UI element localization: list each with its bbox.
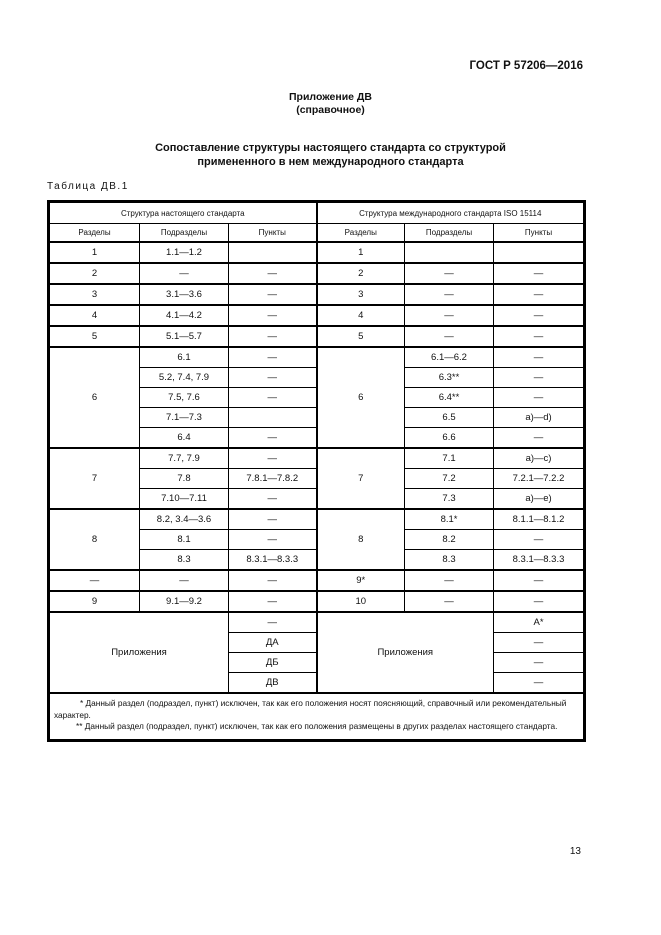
cell-left-section: 3 — [50, 284, 140, 305]
cell-left-points: — — [229, 284, 317, 305]
cell-right-appendix: — — [494, 673, 584, 694]
table-notes-row — [50, 693, 584, 739]
cell-left-section: 4 — [50, 305, 140, 326]
cell-left-points — [229, 408, 317, 428]
cell-right-points: — — [494, 263, 584, 284]
cell-right-subsection: 7.1 — [405, 448, 494, 469]
appendix-heading — [0, 91, 661, 117]
cell-left-subsection: — — [140, 570, 229, 591]
group-header-international: Структура международного стандарта ISO 15114 — [317, 203, 584, 224]
table-row — [50, 448, 584, 469]
cell-left-points: 7.8.1—7.8.2 — [229, 469, 317, 489]
cell-left-points: — — [229, 347, 317, 368]
appendix-type: (справочное) — [296, 104, 365, 116]
cell-right-subsection: — — [405, 284, 494, 305]
cell-left-subsection: 7.7, 7.9 — [140, 448, 229, 469]
cell-left-appendices-label: Приложения — [50, 612, 229, 693]
cell-right-appendix: — — [494, 653, 584, 673]
cell-right-points: a)—e) — [494, 489, 584, 510]
cell-right-points — [494, 242, 584, 263]
cell-left-subsection: 5.2, 7.4, 7.9 — [140, 368, 229, 388]
cell-left-subsection: 8.3 — [140, 550, 229, 571]
cell-left-section: 6 — [50, 347, 140, 448]
cell-right-points: a)—c) — [494, 448, 584, 469]
cell-left-subsection: 3.1—3.6 — [140, 284, 229, 305]
table-row — [50, 305, 584, 326]
cell-right-subsection: 8.1* — [405, 509, 494, 530]
cell-left-subsection: 9.1—9.2 — [140, 591, 229, 612]
cell-left-subsection: 1.1—1.2 — [140, 242, 229, 263]
cell-left-points: — — [229, 448, 317, 469]
cell-right-section: 8 — [317, 509, 405, 570]
cell-right-appendices-label: Приложения — [317, 612, 494, 693]
cell-left-section: 8 — [50, 509, 140, 570]
cell-left-subsection: 6.4 — [140, 428, 229, 449]
table-row — [50, 263, 584, 284]
cell-left-subsection: — — [140, 263, 229, 284]
cell-right-subsection: 8.3 — [405, 550, 494, 571]
cell-left-section: 1 — [50, 242, 140, 263]
cell-right-section: 4 — [317, 305, 405, 326]
cell-right-section: 5 — [317, 326, 405, 347]
cell-left-points: — — [229, 326, 317, 347]
table-row — [50, 591, 584, 612]
cell-right-subsection: — — [405, 570, 494, 591]
cell-left-points: — — [229, 263, 317, 284]
cell-left-subsection: 7.10—7.11 — [140, 489, 229, 510]
cell-right-subsection: 6.5 — [405, 408, 494, 428]
cell-right-subsection: 6.4** — [405, 388, 494, 408]
table-row — [50, 284, 584, 305]
cell-left-appendix: ДА — [229, 633, 317, 653]
table-row — [50, 570, 584, 591]
cell-right-points: — — [494, 388, 584, 408]
cell-right-section: 7 — [317, 448, 405, 509]
document-code: ГОСТ Р 57206—2016 — [469, 60, 583, 72]
cell-left-appendix: ДВ — [229, 673, 317, 694]
cell-left-points: 8.3.1—8.3.3 — [229, 550, 317, 571]
page-number: 13 — [569, 846, 581, 857]
cell-right-points: — — [494, 428, 584, 449]
cell-left-subsection: 8.1 — [140, 530, 229, 550]
cell-right-points: — — [494, 368, 584, 388]
cell-right-section: 2 — [317, 263, 405, 284]
cell-left-points: — — [229, 368, 317, 388]
cell-left-points: — — [229, 591, 317, 612]
table-row — [50, 242, 584, 263]
cell-right-subsection — [405, 242, 494, 263]
table-row — [50, 326, 584, 347]
cell-right-points: — — [494, 530, 584, 550]
cell-right-points: 8.3.1—8.3.3 — [494, 550, 584, 571]
cell-right-section: 1 — [317, 242, 405, 263]
cell-right-points: — — [494, 347, 584, 368]
cell-right-subsection: 7.3 — [405, 489, 494, 510]
cell-right-points: a)—d) — [494, 408, 584, 428]
cell-right-section: 3 — [317, 284, 405, 305]
cell-left-section: 2 — [50, 263, 140, 284]
cell-right-section: 9* — [317, 570, 405, 591]
cell-right-points: — — [494, 305, 584, 326]
cell-right-appendix: А* — [494, 612, 584, 633]
cell-right-subsection: 6.3** — [405, 368, 494, 388]
col-header-subsections: Подразделы — [140, 224, 229, 243]
cell-right-subsection: — — [405, 591, 494, 612]
title-line-2: примененного в нем международного стандарта — [197, 155, 464, 168]
cell-left-subsection: 7.5, 7.6 — [140, 388, 229, 408]
col-header-points: Пункты — [229, 224, 317, 243]
table-container — [47, 200, 586, 747]
note-double-asterisk: ** Данный раздел (подраздел, пункт) исключен, так как его положения размещены в других разделах настоящего стандарта. — [76, 721, 558, 731]
table-row — [50, 509, 584, 530]
cell-left-subsection: 6.1 — [140, 347, 229, 368]
cell-left-points: — — [229, 509, 317, 530]
appendix-title: Приложение ДВ — [289, 91, 372, 103]
col-header-points: Пункты — [494, 224, 584, 243]
cell-left-subsection: 8.2, 3.4—3.6 — [140, 509, 229, 530]
table-caption: Таблица ДВ.1 — [47, 181, 129, 192]
cell-right-section: 10 — [317, 591, 405, 612]
cell-left-subsection: 5.1—5.7 — [140, 326, 229, 347]
title-line-1: Сопоставление структуры настоящего стандарта со структурой — [155, 142, 506, 154]
cell-right-subsection: 7.2 — [405, 469, 494, 489]
cell-right-appendix: — — [494, 633, 584, 653]
cell-right-subsection: — — [405, 263, 494, 284]
cell-right-subsection: 6.1—6.2 — [405, 347, 494, 368]
col-header-subsections: Подразделы — [405, 224, 494, 243]
cell-right-section: 6 — [317, 347, 405, 448]
col-header-sections: Разделы — [50, 224, 140, 243]
cell-left-points: — — [229, 489, 317, 510]
cell-right-points: 7.2.1—7.2.2 — [494, 469, 584, 489]
table-notes — [50, 693, 584, 739]
cell-right-points: — — [494, 326, 584, 347]
cell-left-section: 7 — [50, 448, 140, 509]
table-row — [50, 612, 584, 633]
cell-left-appendix: ДБ — [229, 653, 317, 673]
cell-left-subsection: 7.8 — [140, 469, 229, 489]
cell-right-subsection: — — [405, 305, 494, 326]
note-single-asterisk: * Данный раздел (подраздел, пункт) исключен, так как его положения носят поясняющий, справочный или рекомендательный характер. — [54, 698, 567, 720]
cell-left-section: 9 — [50, 591, 140, 612]
cell-left-points: — — [229, 570, 317, 591]
cell-right-points: 8.1.1—8.1.2 — [494, 509, 584, 530]
table-row — [50, 347, 584, 368]
table-frame — [47, 200, 586, 742]
cell-left-points: — — [229, 305, 317, 326]
cell-left-points: — — [229, 388, 317, 408]
cell-right-subsection: — — [405, 326, 494, 347]
cell-left-appendix: — — [229, 612, 317, 633]
cell-right-points: — — [494, 570, 584, 591]
cell-left-subsection: 7.1—7.3 — [140, 408, 229, 428]
comparison-table — [49, 202, 584, 740]
cell-left-section: 5 — [50, 326, 140, 347]
cell-left-section: — — [50, 570, 140, 591]
group-header-national: Структура настоящего стандарта — [50, 203, 317, 224]
cell-right-points: — — [494, 284, 584, 305]
cell-right-points: — — [494, 591, 584, 612]
cell-left-points — [229, 242, 317, 263]
cell-right-subsection: 6.6 — [405, 428, 494, 449]
cell-left-subsection: 4.1—4.2 — [140, 305, 229, 326]
col-header-sections: Разделы — [317, 224, 405, 243]
document-title — [0, 142, 661, 169]
cell-right-subsection: 8.2 — [405, 530, 494, 550]
cell-left-points: — — [229, 530, 317, 550]
cell-left-points: — — [229, 428, 317, 449]
